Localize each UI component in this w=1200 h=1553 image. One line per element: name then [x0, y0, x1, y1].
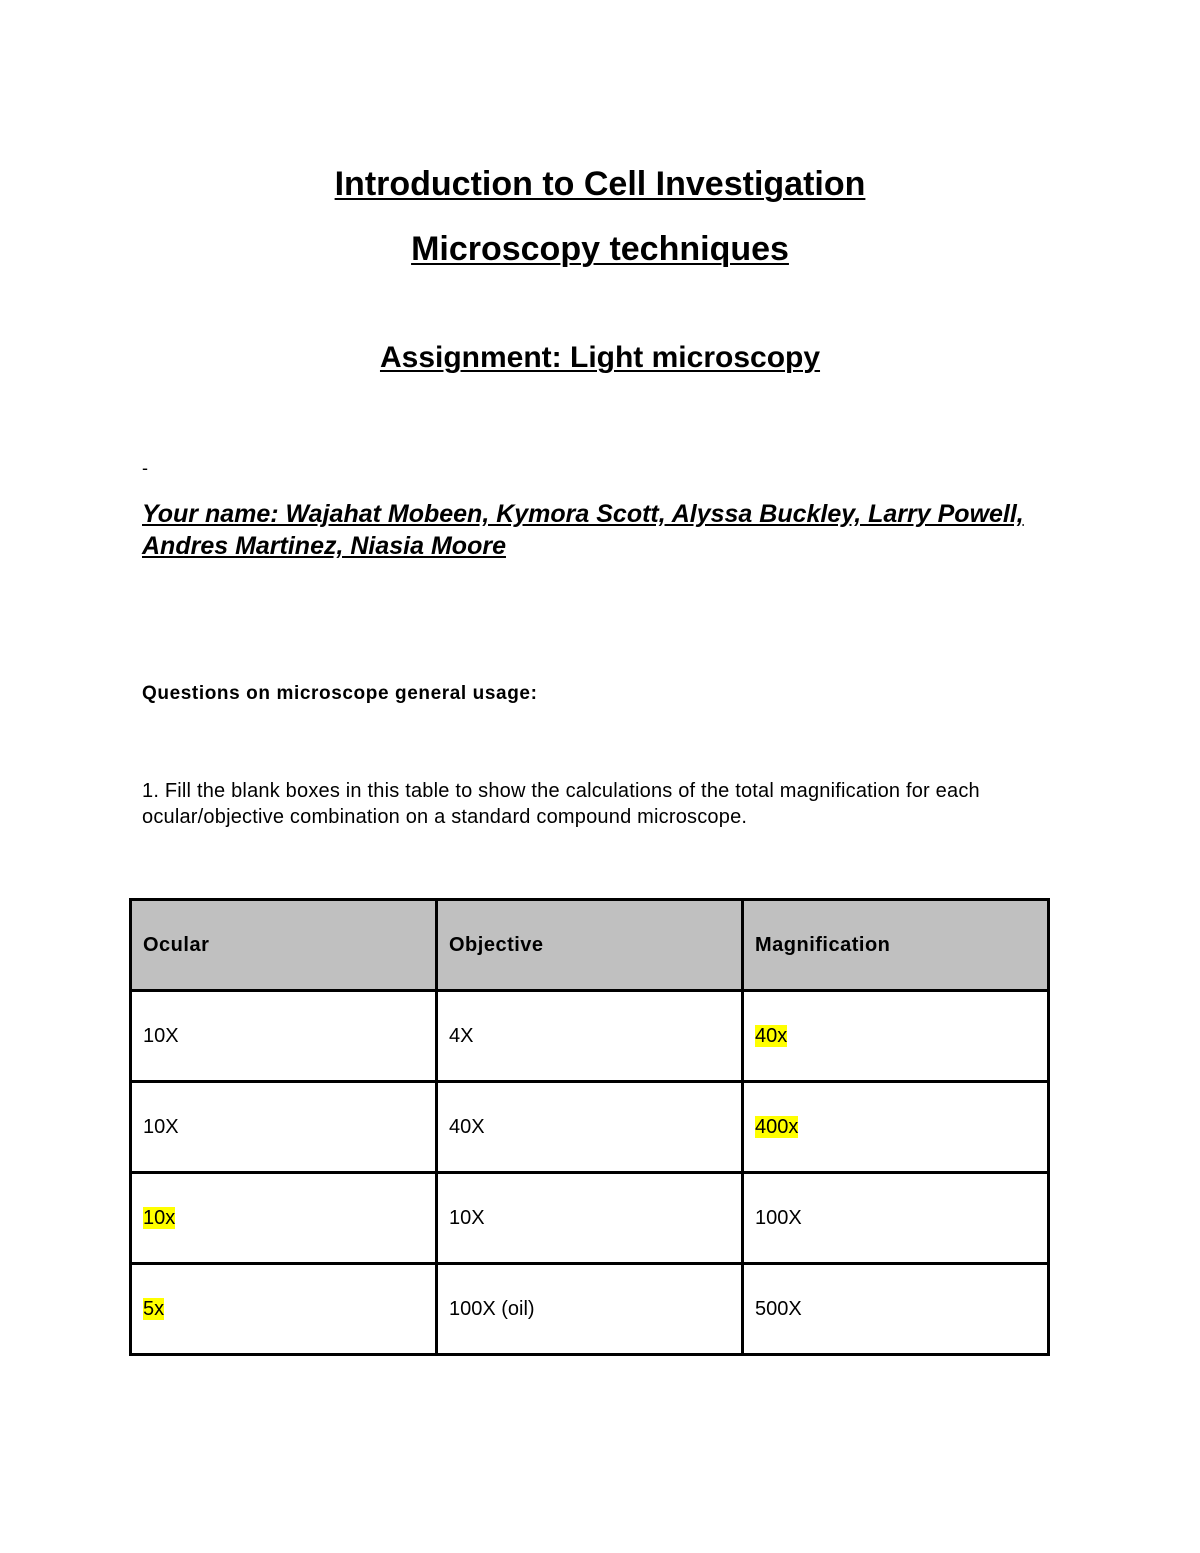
- highlighted-answer: 40x: [755, 1024, 788, 1047]
- cell-text: 40X: [449, 1115, 485, 1138]
- cell-magnification: [743, 1264, 1049, 1355]
- document-title: Introduction to Cell Investigation: [334, 165, 866, 203]
- cell-magnification: [743, 1082, 1049, 1173]
- cell-objective: [437, 1264, 743, 1355]
- cell-ocular: [131, 1264, 437, 1355]
- table-row: [131, 991, 1049, 1082]
- cell-magnification: [743, 991, 1049, 1082]
- cell-text: 10X: [143, 1024, 179, 1047]
- document-subtitle: Microscopy techniques: [411, 230, 789, 268]
- cell-ocular: [131, 991, 437, 1082]
- highlighted-answer: 400x: [755, 1115, 799, 1138]
- cell-objective: [437, 1082, 743, 1173]
- table-header-row: [131, 900, 1049, 991]
- cell-objective: [437, 991, 743, 1082]
- highlighted-answer: 5x: [143, 1297, 165, 1320]
- header-ocular: Ocular: [131, 900, 437, 991]
- cell-magnification: [743, 1173, 1049, 1264]
- cell-ocular: [131, 1082, 437, 1173]
- cell-objective: [437, 1173, 743, 1264]
- cell-text: 100X: [755, 1206, 802, 1229]
- assignment-heading: Assignment: Light microscopy: [379, 341, 821, 374]
- cell-text: 4X: [449, 1024, 474, 1047]
- cell-text: 500X: [755, 1297, 802, 1320]
- cell-text: 100X (oil): [449, 1297, 535, 1320]
- question-1: 1. Fill the blank boxes in this table to show the calculations of the total magnification for each ocular/objective combination on a standard compound microscope.: [142, 780, 980, 828]
- header-magnification: Magnification: [743, 900, 1049, 991]
- magnification-table: [129, 898, 1050, 1356]
- table-row: [131, 1173, 1049, 1264]
- dash-mark: -: [142, 458, 148, 478]
- cell-ocular: [131, 1173, 437, 1264]
- highlighted-answer: 10x: [143, 1206, 176, 1229]
- table-row: [131, 1082, 1049, 1173]
- cell-text: 10X: [449, 1206, 485, 1229]
- header-objective: Objective: [437, 900, 743, 991]
- section-heading: Questions on microscope general usage:: [142, 683, 538, 704]
- table-row: [131, 1264, 1049, 1355]
- cell-text: 10X: [143, 1115, 179, 1138]
- student-names: Your name: Wajahat Mobeen, Kymora Scott, Alyssa Buckley, Larry Powell, Andres Martinez, Niasia Moore: [142, 500, 1024, 560]
